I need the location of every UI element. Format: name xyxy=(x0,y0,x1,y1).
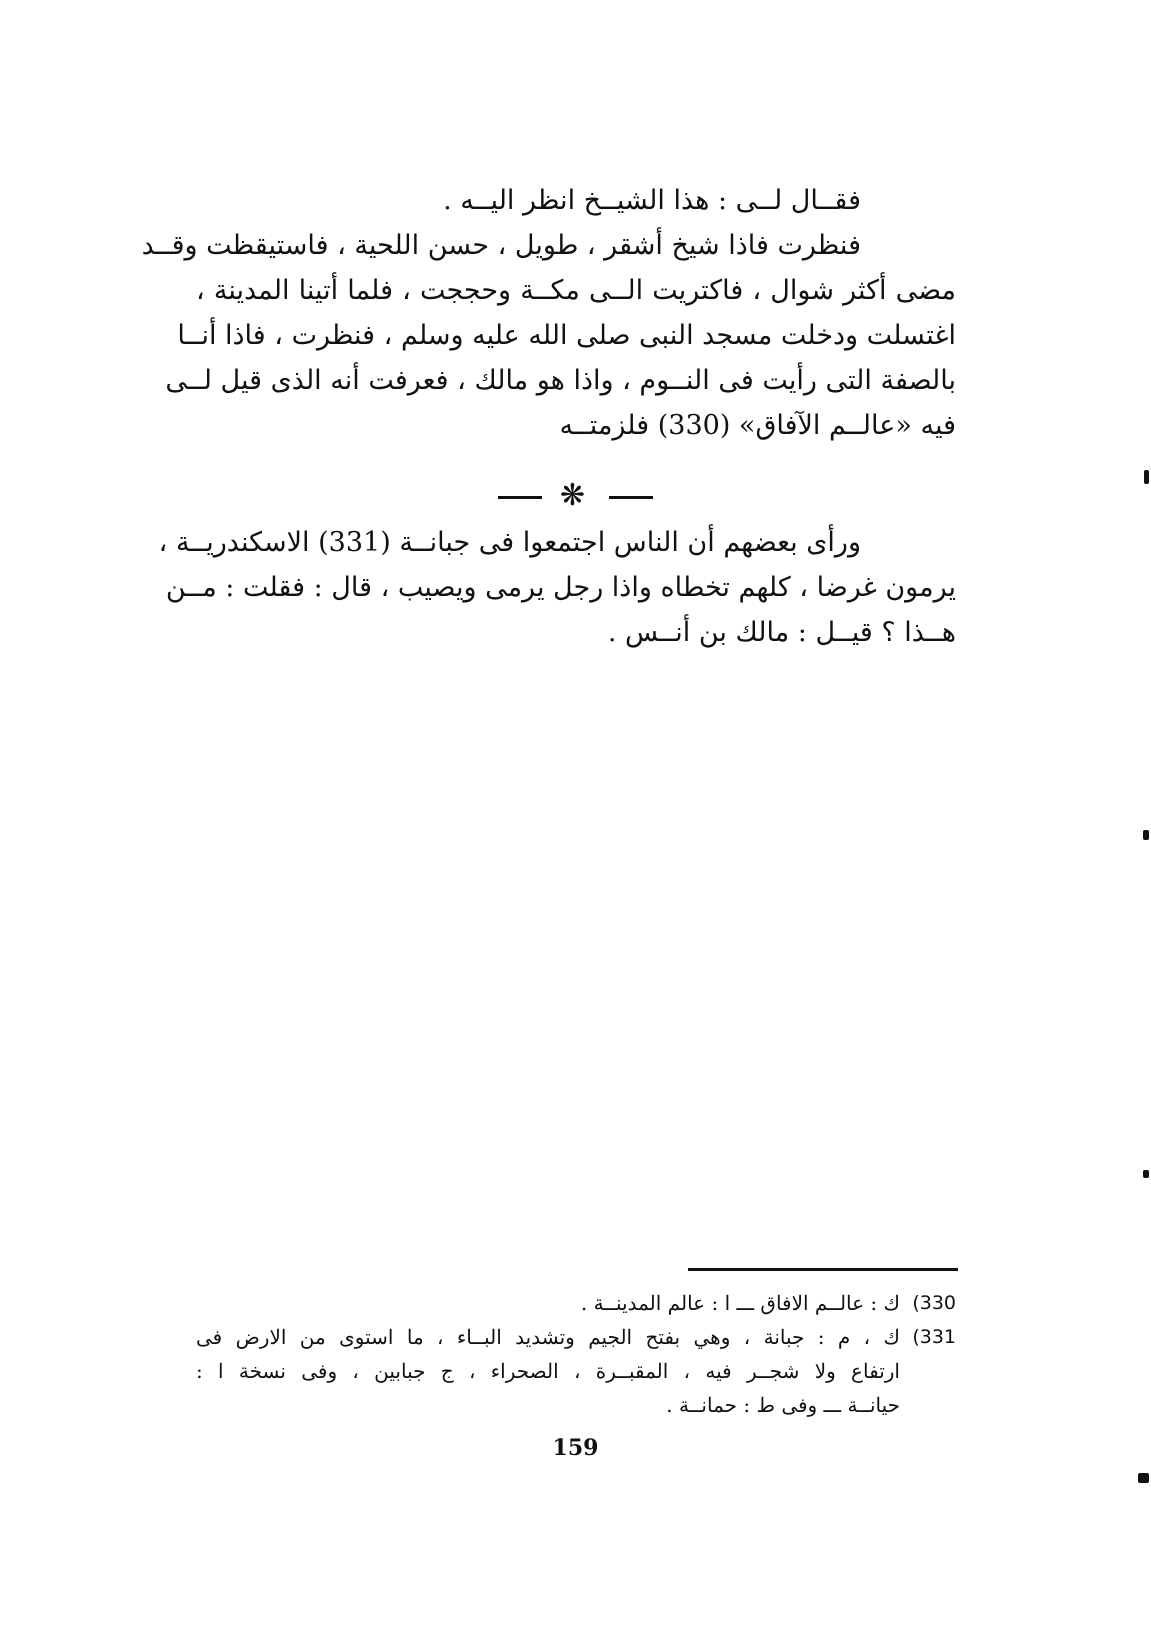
footnote-line: حيانــة ـــ وفى ط : حمانــة . xyxy=(666,1393,900,1417)
footnote-body xyxy=(196,1320,900,1422)
separator-dash xyxy=(609,496,653,499)
text-line: اغتسلت ودخلت مسجد النبى صلى الله عليه وسلم ، فنظرت ، فاذا أنــا xyxy=(177,320,956,351)
text-line: فنظرت فاذا شيخ أشقر ، طويل ، حسن اللحية ، فاستيقظت وقــد xyxy=(141,230,861,261)
text-line: فقــال لــى : هذا الشيــخ انظر اليــه . xyxy=(443,185,861,216)
text-line: هــذا ؟ قيــل : مالك بن أنــس . xyxy=(607,617,956,648)
scan-edge-mark xyxy=(1143,1170,1149,1178)
footnote-divider xyxy=(688,1268,958,1271)
text-line: فيه «عالــم الآفاق» (330) فلزمتــه xyxy=(559,410,956,441)
footnotes xyxy=(196,1286,956,1422)
scan-edge-mark xyxy=(1143,830,1149,840)
main-paragraph-1 xyxy=(141,178,956,448)
footnote-331 xyxy=(196,1320,956,1422)
asterisk-ornament-icon: ❋ xyxy=(559,478,592,513)
footnote-330 xyxy=(196,1286,956,1320)
footnote-line: ك ، م : جبانة ، وهي بفتح الجيم وتشديد البــاء ، ما استوى من الارض فى xyxy=(196,1325,900,1349)
footnote-number: (330 xyxy=(912,1292,956,1314)
text-line: مضى أكثر شوال ، فاكتريت الــى مكــة وحججت ، فلما أتينا المدينة ، xyxy=(196,275,956,306)
section-separator xyxy=(0,478,1151,514)
footnote-line: ك : عالــم الافاق ـــ ا : عالم المدينــة . xyxy=(580,1291,900,1315)
scan-edge-mark xyxy=(1138,1473,1149,1483)
text-line: ورأى بعضهم أن الناس اجتمعوا فى جبانــة (331) الاسكندريــة ، xyxy=(158,527,861,558)
main-paragraph-2 xyxy=(158,520,956,655)
text-line: يرمون غرضا ، كلهم تخطاه واذا رجل يرمى ويصيب ، قال : فقلت : مــن xyxy=(165,572,956,603)
footnote-line: ارتفاع ولا شجــر فيه ، المقبــرة ، الصحراء ، ج جبابين ، وفى نسخة ا : xyxy=(196,1359,900,1383)
separator-dash xyxy=(498,496,542,499)
scan-edge-mark xyxy=(1144,470,1149,484)
text-line: بالصفة التى رأيت فى النــوم ، واذا هو مالك ، فعرفت أنه الذى قيل لــى xyxy=(165,365,956,396)
page-number: 159 xyxy=(552,1435,599,1461)
footnote-number: (331 xyxy=(912,1326,956,1348)
footnote-body xyxy=(196,1286,900,1320)
